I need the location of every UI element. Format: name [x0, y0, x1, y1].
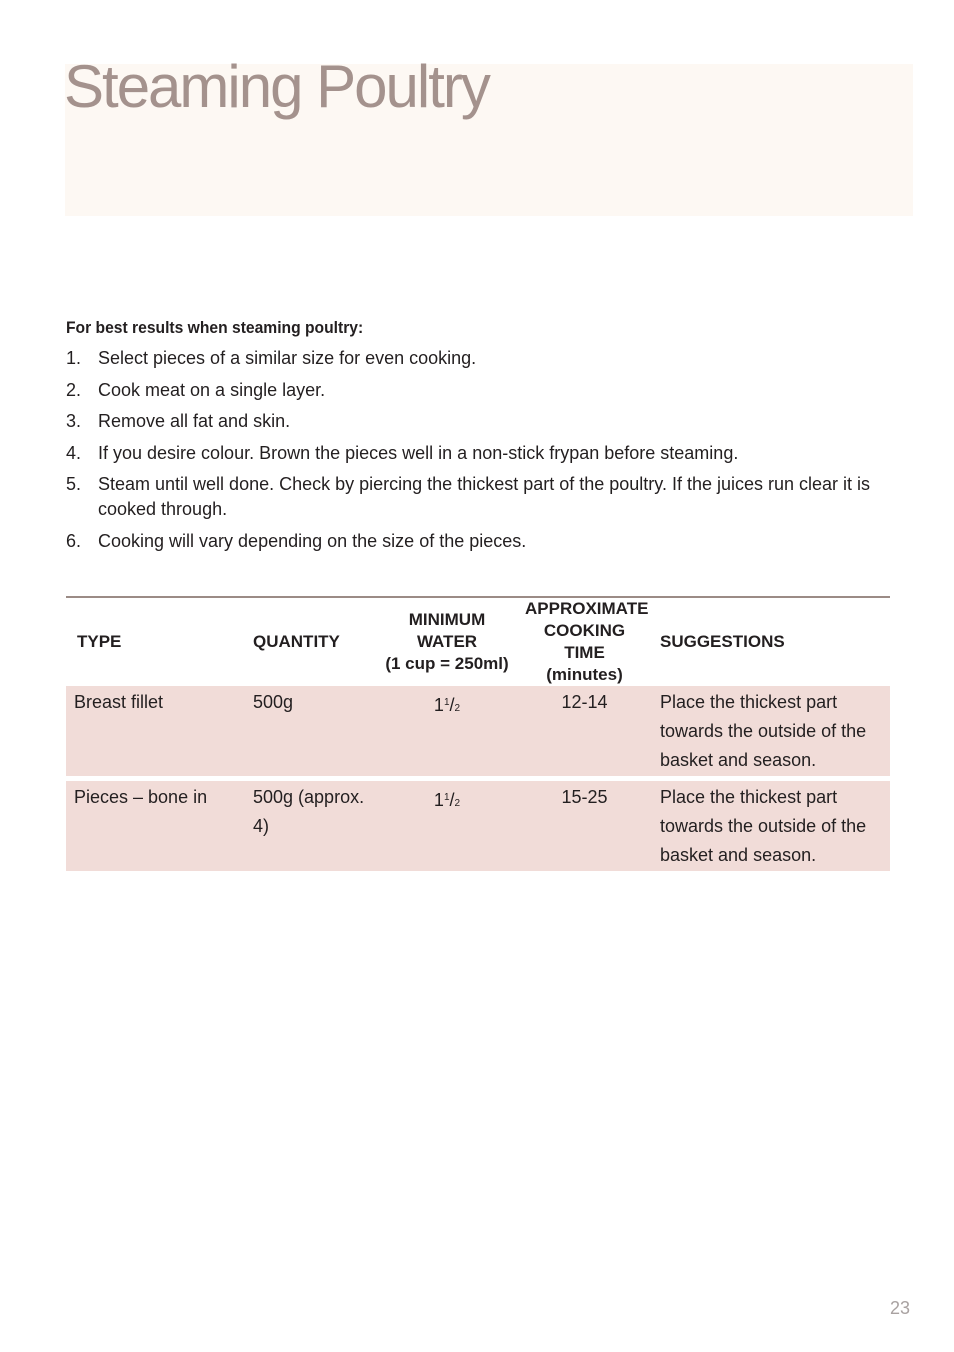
tip-number: 3.: [66, 411, 82, 431]
tip-item: [66, 409, 896, 434]
tip-number: 4.: [66, 442, 82, 463]
page-number: 23: [889, 1298, 910, 1318]
tip-text: Cooking will vary depending on the size of the pieces.: [98, 530, 527, 551]
tip-text: If you desire colour. Brown the pieces well in a non-stick frypan before steaming.: [98, 442, 739, 463]
tip-item: [66, 441, 896, 466]
header-type: TYPE: [77, 632, 122, 651]
cell-type: Pieces – bone in: [66, 781, 245, 876]
header-water-line2: WATER: [416, 632, 478, 651]
cell-quantity: 500g (approx. 4): [245, 781, 377, 876]
water-numerator: 1: [443, 697, 450, 708]
table-row: [66, 686, 890, 781]
page-title: Steaming Poultry: [64, 53, 489, 120]
header-time-line2: COOKING TIME: [543, 621, 626, 662]
cooking-table-container: [66, 596, 890, 876]
tip-text: Steam until well done. Check by piercing the thickest part of the poultry. If the juices run clear it is cooked through.: [98, 474, 871, 519]
table-header-row: [66, 598, 890, 686]
tip-item: [66, 529, 896, 554]
table-row: [66, 781, 890, 876]
cell-water: [377, 781, 517, 876]
cell-time: 12-14: [517, 686, 652, 781]
intro-heading: For best results when steaming poultry:: [66, 318, 364, 337]
header-suggestions: SUGGESTIONS: [660, 632, 785, 651]
tip-item: [66, 472, 896, 522]
cell-suggestion: Place the thickest part towards the outside of the basket and season.: [652, 686, 890, 781]
header-time-line3: (minutes): [546, 665, 623, 684]
tip-text: Cook meat on a single layer.: [98, 379, 326, 400]
cell-type: Breast fillet: [66, 686, 245, 781]
tip-number: 6.: [66, 530, 82, 551]
tip-number: 5.: [66, 474, 82, 494]
header-water: [377, 598, 517, 686]
tip-number: 1.: [66, 348, 82, 368]
tip-number: 2.: [66, 379, 82, 400]
water-fraction: $1^1/2$: [433, 790, 461, 810]
water-whole: 1: [433, 790, 444, 810]
tip-text: Remove all fat and skin.: [98, 411, 291, 431]
cooking-table: [66, 598, 890, 876]
cell-water: [377, 686, 517, 781]
cell-quantity: 500g: [245, 686, 377, 781]
cell-suggestion: Place the thickest part towards the outside of the basket and season.: [652, 781, 890, 876]
tips-list: [66, 346, 896, 560]
water-denominator: 2: [454, 703, 461, 714]
header-water-line3: (1 cup = 250ml): [385, 654, 509, 673]
header-time-line1: APPROXIMATE: [525, 599, 649, 618]
cell-time: 15-25: [517, 781, 652, 876]
header-time: [517, 598, 652, 686]
water-denominator: 2: [454, 798, 461, 809]
header-water-line1: MINIMUM: [408, 610, 486, 629]
tip-text: Select pieces of a similar size for even cooking.: [98, 348, 477, 368]
water-whole: 1: [433, 695, 444, 715]
water-numerator: 1: [443, 792, 450, 803]
tip-item: [66, 378, 896, 403]
tip-item: [66, 346, 896, 371]
water-fraction: $1^1/2$: [433, 695, 461, 715]
header-quantity: QUANTITY: [253, 632, 340, 651]
